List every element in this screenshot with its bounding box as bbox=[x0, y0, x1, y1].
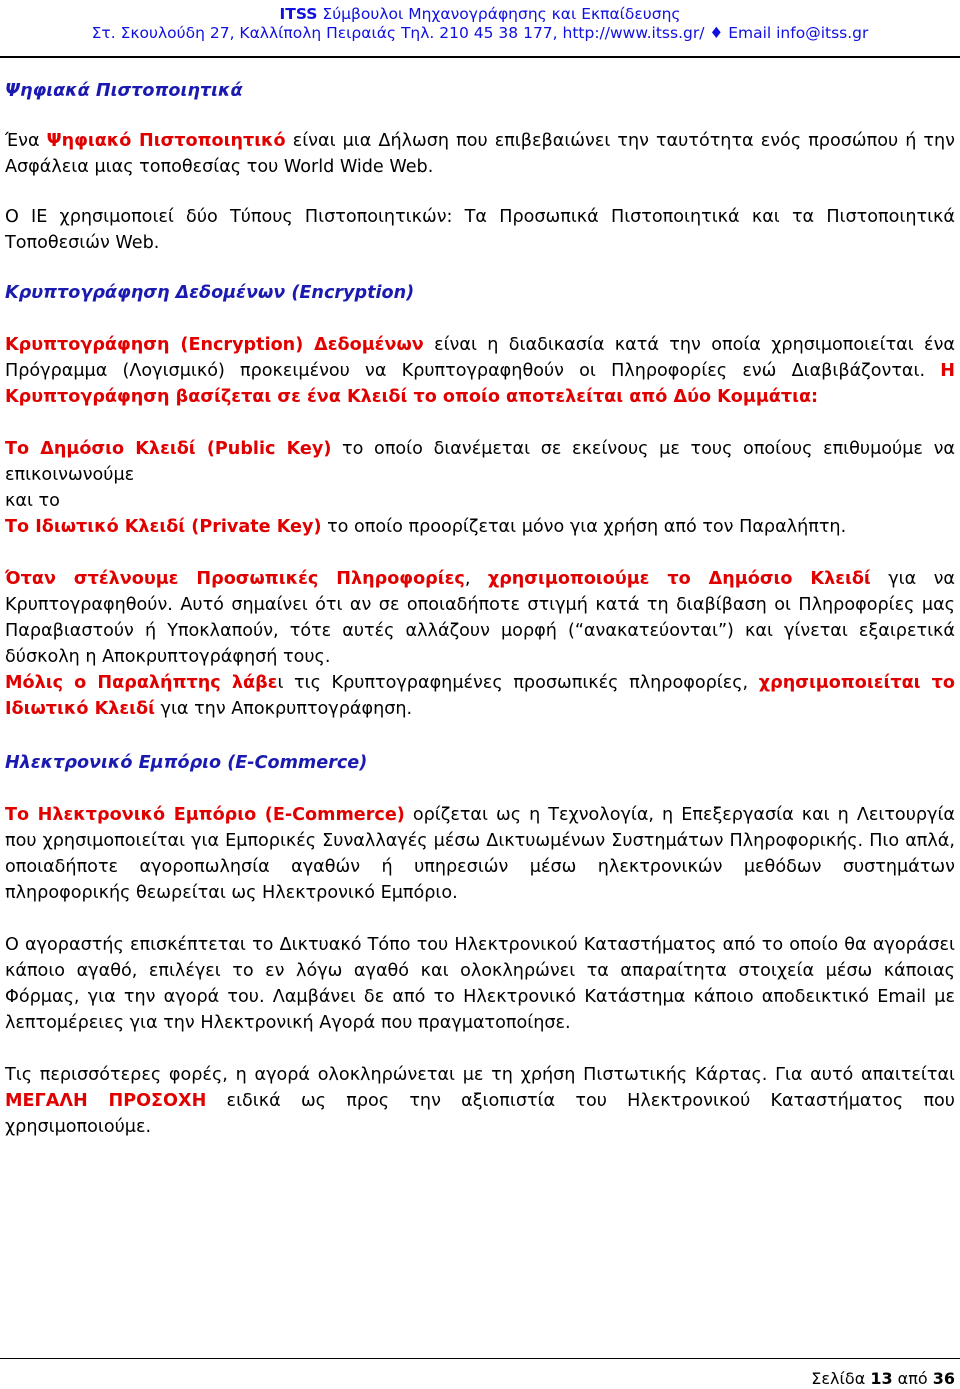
text-run: Τις περισσότερες φορές, η αγορά ολοκληρώνεται με τη χρήση Πιστωτικής Κάρτας. Για αυτό απαιτείται bbox=[5, 1065, 955, 1085]
header-rule bbox=[0, 56, 960, 58]
text-run: , bbox=[464, 569, 488, 589]
header-line-1 bbox=[0, 5, 960, 24]
header-tagline: Σύμβουλοι Μηχανογράφησης και Εκπαίδευσης bbox=[317, 5, 681, 23]
text-run: είναι η διαδικασία κατά την οποία χρησιμοποιείται ένα Πρόγραμμα (Λογισμικό) προκειμένου να Κρυπτογραφηθούν οι Πληροφορίες ενώ Διαβιβάζονται. bbox=[5, 335, 955, 381]
text-run: ι τις Κρυπτογραφημένες προσωπικές πληροφορίες, bbox=[277, 673, 759, 693]
text-run: για την Αποκρυπτογράφηση. bbox=[154, 699, 413, 719]
text-run: Ένα bbox=[5, 131, 47, 151]
emphasis-text: ΜΕΓΑΛΗ ΠΡΟΣΟΧΗ bbox=[5, 1091, 207, 1111]
text-run: είναι μια Δήλωση που επιβεβαιώνει την ταυτότητα ενός προσώπου ή την Ασφάλεια μιας τοποθεσίας του World Wide Web. bbox=[5, 131, 955, 177]
header-diamond-sep: ♦ bbox=[704, 24, 729, 42]
text-run: και το bbox=[5, 491, 60, 511]
text-run: το οποίο προορίζεται μόνο για χρήση από τον Παραλήπτη. bbox=[321, 517, 847, 537]
page-footer bbox=[0, 1358, 960, 1388]
paragraph-buyer-process: Ο αγοραστής επισκέπτεται το Δικτυακό Τόπο του Ηλεκτρονικού Καταστήματος από το οποίο θα αγοράσει κάποιο αγαθό, επιλέγει το εν λόγω αγαθό και ολοκληρώνει τα απαραίτητα στοιχεία μέσω κάποιας Φόρμας, για την αγορά του. Λαμβάνει δε από το Ηλεκτρονικό Κατάστημα κάποιο αποδεικτικό Email με λεπτομέρειες για την Ηλεκτρονική Αγορά που πραγματοποίησε. bbox=[5, 935, 955, 1033]
emphasis-text: Ψηφιακό Πιστοποιητικό bbox=[46, 131, 286, 151]
text-run: ειδικά ως προς την αξιοπιστία του Ηλεκτρονικού Καταστήματος που χρησιμοποιούμε. bbox=[5, 1091, 955, 1137]
page-number bbox=[811, 1369, 955, 1389]
emphasis-text: χρησιμοποιείται το Ιδιωτικό Κλειδί bbox=[5, 673, 956, 719]
text-run: το οποίο διανέμεται σε εκείνους με τους οποίους επιθυμούμε να επικοινωνούμε bbox=[5, 439, 955, 485]
emphasis-text: Μόλις ο Παραλήπτης λάβε bbox=[5, 673, 278, 693]
document-body bbox=[5, 78, 955, 1140]
page-of: από bbox=[892, 1369, 933, 1388]
heading-digital-certificates: Ψηφιακά Πιστοποιητικά bbox=[5, 81, 243, 101]
emphasis-text: Η Κρυπτογράφηση βασίζεται σε ένα Κλειδί το οποίο αποτελείται από Δύο Κομμάτια: bbox=[5, 361, 955, 407]
text-run: ορίζεται ως η Τεχνολογία, η Επεξεργασία και η Λειτουργία που χρησιμοποιείται για Εμπορικές Συναλλαγές μέσω Δικτυωμένων Συστημάτων Πληροφορικής. Πιο απλά, οποιαδήποτε αγοροπωλησία αγαθών ή υπηρεσιών μέσω ηλεκτρονικών μεθόδων συστημάτων πληροφορικής θεωρείται ως Ηλεκτρονικό Εμπόριο. bbox=[5, 805, 955, 903]
emphasis-text: Το Ηλεκτρονικό Εμπόριο (E-Commerce) bbox=[5, 805, 405, 825]
total-pages: 36 bbox=[932, 1369, 955, 1388]
emphasis-text: Κρυπτογράφηση (Encryption) Δεδομένων bbox=[5, 335, 424, 355]
header-address: Στ. Σκουλούδη 27, Καλλίπολη Πειραιάς Τηλ. 210 45 38 177, http://www.itss.gr/ bbox=[91, 24, 705, 42]
paragraph-certificate-types: O IE χρησιμοποιεί δύο Τύπους Πιστοποιητικών: Τα Προσωπικά Πιστοποιητικά και τα Πιστοποιητικά Τοποθεσιών Web. bbox=[5, 207, 955, 253]
emphasis-text: Όταν στέλνουμε Προσωπικές Πληροφορίες bbox=[5, 569, 465, 589]
emphasis-text: χρησιμοποιούμε το Δημόσιο Κλειδί bbox=[487, 569, 871, 589]
current-page: 13 bbox=[870, 1369, 893, 1388]
header-line-2 bbox=[0, 24, 960, 43]
text-run: για να Κρυπτογραφηθούν. Αυτό σημαίνει ότι αν σε οποιαδήποτε στιγμή κατά τη διαβίβαση οι Πληροφορίες μας Παραβιαστούν ή Υποκλαπούν, τότε αυτές αλλάζουν μορφή (“ανακατεύονται”) και γίνεται εξαιρετικά δύσκολη η Αποκρυπτογράφησή τους. bbox=[5, 569, 956, 667]
paragraph-sending-info bbox=[5, 566, 955, 722]
emphasis-text: Το Δημόσιο Κλειδί (Public Key) bbox=[5, 439, 332, 459]
page-label: Σελίδα bbox=[811, 1369, 871, 1388]
paragraph-certificate-definition bbox=[5, 128, 955, 180]
header-brand: ITSS bbox=[279, 5, 318, 23]
paragraph-credit-card bbox=[5, 1062, 955, 1140]
paragraph-keys bbox=[5, 436, 955, 540]
heading-encryption: Κρυπτογράφηση Δεδομένων (Encryption) bbox=[5, 283, 415, 303]
emphasis-text: Το Ιδιωτικό Κλειδί (Private Key) bbox=[5, 517, 322, 537]
paragraph-encryption-definition bbox=[5, 332, 955, 410]
heading-e-commerce: Ηλεκτρονικό Εμπόριο (E-Commerce) bbox=[5, 753, 368, 773]
paragraph-e-commerce-definition bbox=[5, 802, 955, 906]
header-email: Email info@itss.gr bbox=[728, 24, 869, 42]
page-header bbox=[0, 0, 960, 62]
